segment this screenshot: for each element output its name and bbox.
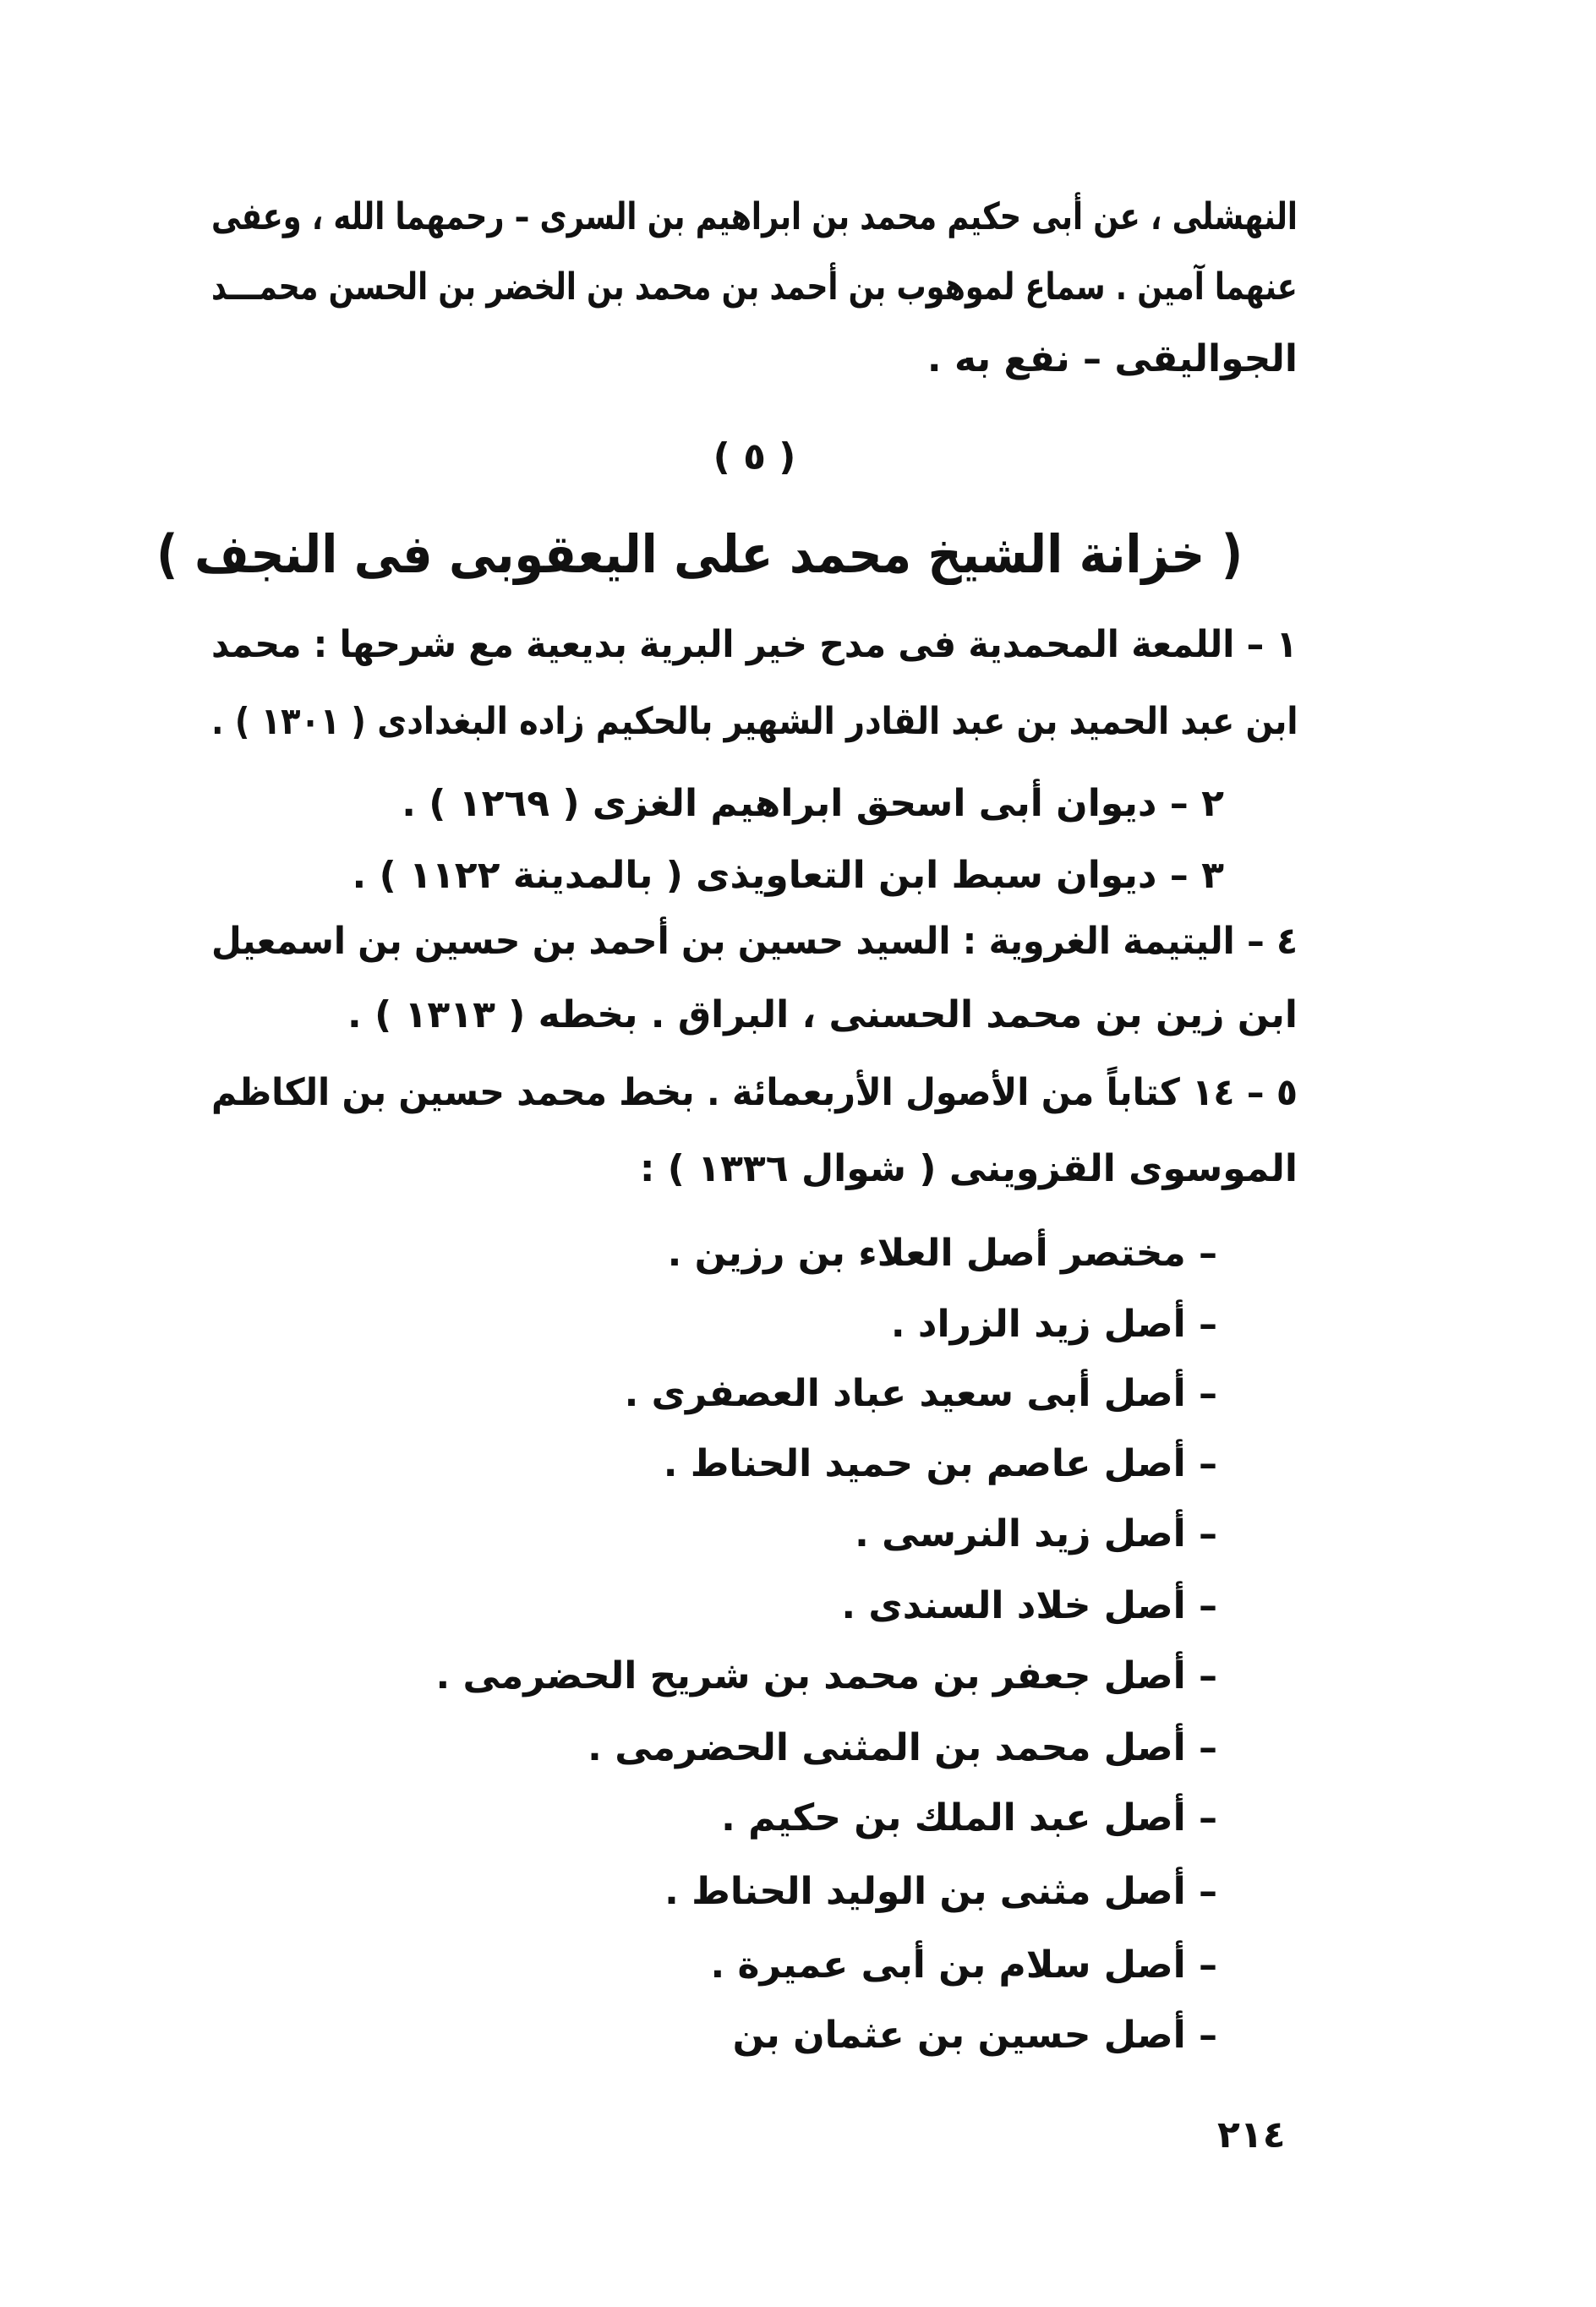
- sub-item: – أصل خلاد السندى .: [841, 1584, 1217, 1627]
- sub-item: – أصل أبى سعيد عباد العصفرى .: [624, 1372, 1217, 1415]
- item-4-line: ٤ – اليتيمة الغروية : السيد حسين بن أحمد بن حسين بن اسمعيل: [210, 920, 1298, 963]
- paragraph-line: عنهما آمين . سماع لموهوب بن أحمد بن محمد بن الخضر بن الحسن محمـــد: [211, 265, 1298, 309]
- sub-item: – أصل زيد النرسى .: [855, 1512, 1217, 1555]
- item-2: ٢ – ديوان أبى اسحق ابراهيم الغزى ( ١٢٦٩ ) .: [402, 782, 1224, 825]
- sub-item: – أصل عبد الملك بن حكيم .: [721, 1796, 1217, 1840]
- item-3: ٣ – ديوان سبط ابن التعاويذى ( بالمدينة ١١٢٢ ) .: [352, 854, 1224, 897]
- sub-item: – أصل عاصم بن حميد الحناط .: [663, 1442, 1217, 1485]
- sub-item: – أصل جعفر بن محمد بن شريح الحضرمى .: [435, 1654, 1217, 1697]
- sub-item: – أصل حسين بن عثمان بن: [732, 2014, 1217, 2057]
- paragraph-line: الجواليقى – نفع به .: [926, 337, 1298, 380]
- paragraph-line: النهشلى ، عن أبى حكيم محمد بن ابراهيم بن السرى – رحمهما الله ، وعفى: [211, 195, 1298, 238]
- sub-item: – أصل محمد بن المثنى الحضرمى .: [588, 1726, 1217, 1769]
- item-5-line: ٥ – ١٤ كتاباً من الأصول الأربعمائة . بخط محمد حسين بن الكاظم: [211, 1071, 1298, 1114]
- sub-item: – مختصر أصل العلاء بن رزين .: [667, 1232, 1217, 1275]
- sub-item: – أصل مثنى بن الوليد الحناط .: [664, 1870, 1217, 1913]
- item-5-line: الموسوى القزوينى ( شوال ١٣٣٦ ) :: [639, 1147, 1298, 1190]
- page-number: ٢١٤: [1217, 2113, 1286, 2157]
- sub-item: – أصل زيد الزراد .: [890, 1303, 1217, 1346]
- section-number: ( ٥ ): [713, 435, 796, 478]
- item-1-line: ابن عبد الحميد بن عبد القادر الشهير بالحكيم زاده البغدادى ( ١٣٠١ ) .: [210, 700, 1298, 743]
- item-4-line: ابن زين بن محمد الحسنى ، البراق . بخطه ( ١٣١٣ ) .: [347, 993, 1298, 1036]
- sub-item: – أصل سلام بن أبى عميرة .: [710, 1943, 1217, 1987]
- item-1-line: ١ – اللمعة المحمدية فى مدح خير البرية بديعية مع شرحها : محمد: [211, 623, 1298, 666]
- section-title: ( خزانة الشيخ محمد على اليعقوبى فى النجف ): [156, 523, 1243, 585]
